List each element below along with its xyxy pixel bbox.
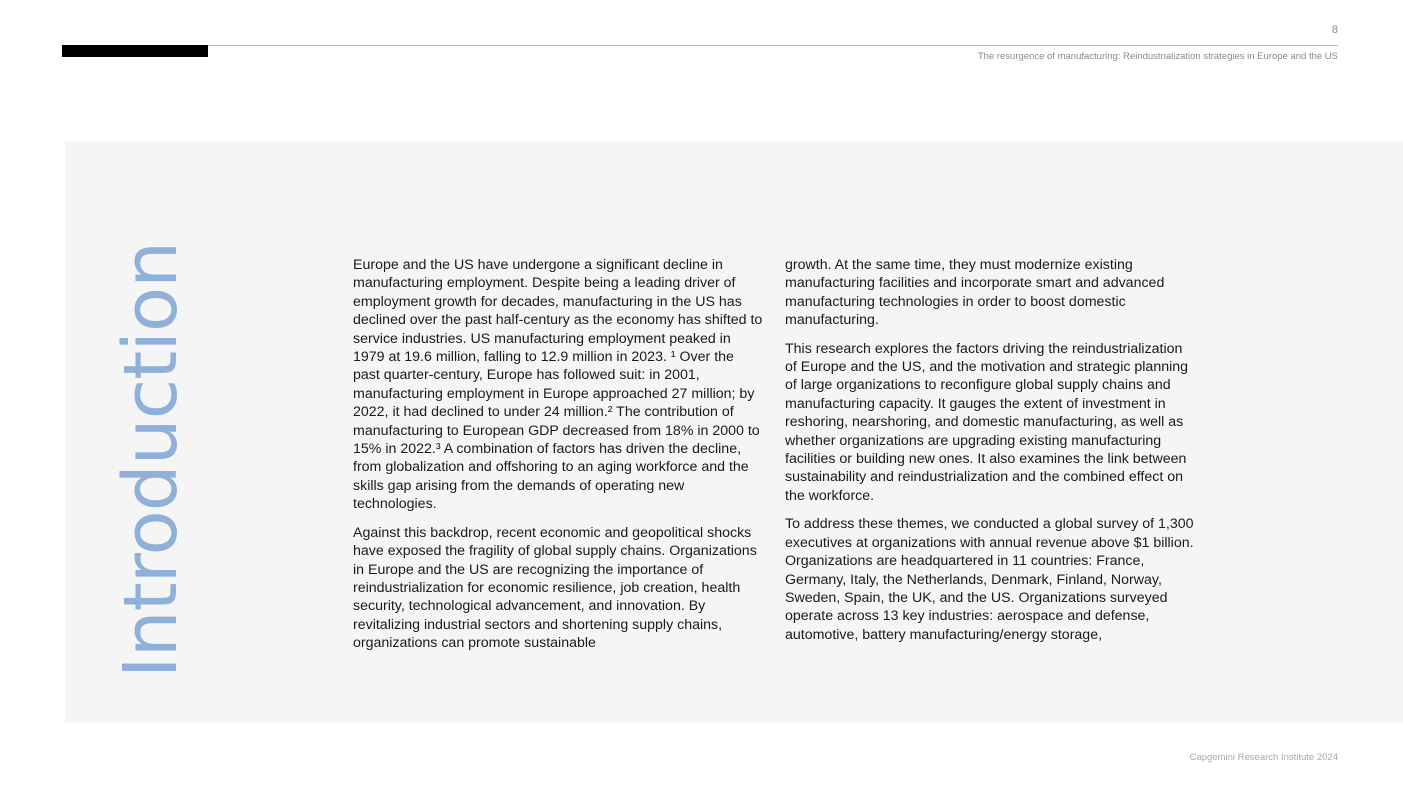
header-accent-bar: [62, 45, 208, 57]
body-paragraph: Europe and the US have undergone a significant decline in manufacturing employment. Despite being a leading driver of employment growth for decades, manufacturing in the US has declined over the past half-century as the economy has shifted to service industries. US manufacturing employment peaked in 1979 at 19.6 million, falling to 12.9 million in 2023. ¹ Over the past quarter-century, Europe has followed suit: in 2001, manufacturing employment in Europe approached 27 million; by 2022, it had declined to under 24 million.² The contribution of manufacturing to European GDP decreased from 18% in 2000 to 15% in 2022.³ A combination of factors has driven the decline, from globalization and offshoring to an aging workforce and the skills gap arising from the demands of operating new technologies.: [353, 257, 763, 513]
body-column-right: [785, 256, 1195, 654]
body-column-left: [353, 256, 763, 663]
running-header-title: The resurgence of manufacturing: Reindustrialization strategies in Europe and the US: [977, 51, 1338, 62]
section-title: Introduction: [108, 241, 194, 679]
footer-credit: Capgemini Research Institute 2024: [1189, 752, 1338, 763]
body-paragraph: Against this backdrop, recent economic and geopolitical shocks have exposed the fragility of global supply chains. Organizations in Europe and the US are recognizing the importance of reindustrialization for economic resilience, job creation, health security, technological advancement, and innovation. By revitalizing industrial sectors and shortening supply chains, organizations can promote sustainable: [353, 524, 757, 652]
body-paragraph: To address these themes, we conducted a global survey of 1,300 executives at organizations with annual revenue above $1 billion. Organizations are headquartered in 11 countries: France, Germany, Italy, the Netherlands, Denmark, Finland, Norway, Sweden, Spain, the UK, and the US. Organizations surveyed operate across 13 key industries: aerospace and defense, automotive, battery manufacturing/energy storage,: [785, 516, 1194, 643]
page-number: 8: [1331, 24, 1338, 36]
body-paragraph: This research explores the factors driving the reindustrialization of Europe and the US, and the motivation and strategic planning of large organizations to reconfigure global supply chains and manufacturing capacity. It gauges the extent of investment in reshoring, nearshoring, and domestic manufacturing, as well as whether organizations are upgrading existing manufacturing facilities or building new ones. It also examines the link between sustainability and reindustrialization and the combined effect on the workforce.: [785, 340, 1189, 504]
body-paragraph: growth. At the same time, they must modernize existing manufacturing facilities and incorporate smart and advanced manufacturing technologies in order to boost domestic manufacturing.: [785, 257, 1165, 329]
section-title-container: [108, 230, 194, 690]
header-rule: [208, 45, 1338, 46]
